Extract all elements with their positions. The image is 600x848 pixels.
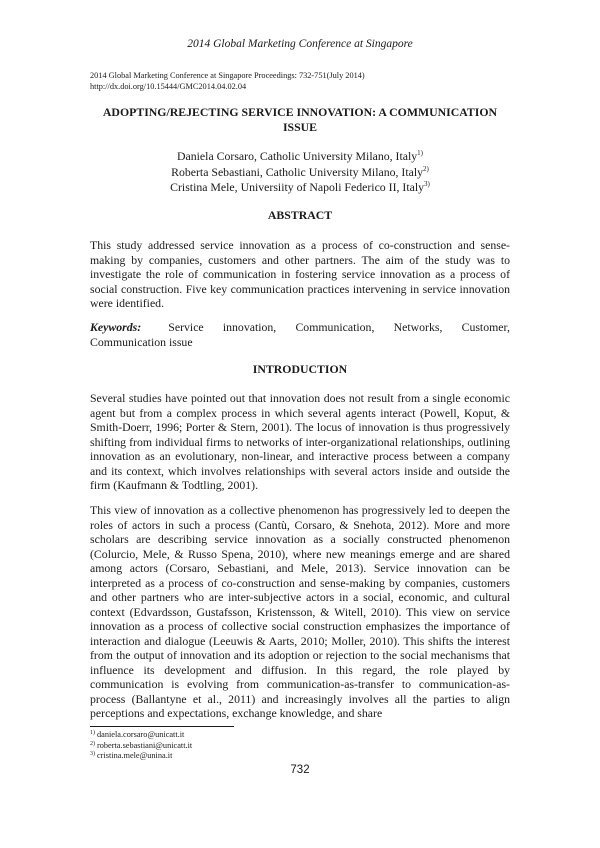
page-number: 732 [290,764,310,776]
footnote-3-email[interactable]: cristina.mele@unina.it [97,751,173,760]
author-2-affiliation: Roberta Sebastiani, Catholic University Milano, Italy [171,164,424,179]
proceedings-info [90,71,510,92]
introduction-heading: INTRODUCTION [252,362,348,376]
footnote-3-mark: 3) [90,751,95,757]
author-list [90,149,510,196]
author-2-footnote-mark: 2) [423,164,429,173]
footnote-2-email[interactable]: roberta.sebastiani@unicatt.it [97,740,193,750]
introduction-paragraph-1: Several studies have pointed out that innovation does not result from a single economic agent but from a complex process in which several agents interact (Powell, Koput, & Smith-Doerr, 1996; Porter & Stern, 2001). The locus of innovation is thus progressively shifting from individual firms to networks of inter-organizational relationships, outlining innovation as an evolutionary, non-linear, and interactive process between a company and its context, which involves relationships with several actors inside and outside the firm (Kaufmann & Todtling, 2001). [90,391,510,492]
keyword-item: Customer, [461,320,510,334]
keywords-section [90,320,510,349]
author-3-footnote-mark: 3) [424,180,430,188]
footnote-divider [90,726,234,727]
keywords-label: Keywords: [90,320,142,334]
introduction-paragraph-2: This view of innovation as a collective phenomenon has progressively led to deepen the roles of actors in such a process (Cantù, Corsaro, & Snehota, 2012). More and more scholars are describing service innovation as a socially constructed phenomenon (Colurcio, Mele, & Russo Spena, 2010), where new meanings emerge and are shared among actors (Corsaro, Sebastiani, and Mele, 2013). Service innovation can be interpreted as a process of co-construction and sense-making by companies, customers and other partners who are inter-subjective actors in a social, economic, and cultural context (Edvardsson, Gustafsson, Kristensson, & Witell, 2010). This view on service innovation as a process of collective social construction emphasizes the importance of interaction and dialogue (Leeuwis & Aarts, 2010; Moller, 2010). This shifts the interest from the output of innovation and its adoption or rejection to the social mechanisms that influence its development and diffusion. In this regard, the role played by communication is evolving from communication-as-transfer to communication-as-process (Ballantyne et al., 2011) and increasingly involves all the parties to align perceptions and expectations, exchange knowledge, and share [90,503,510,720]
keywords-line-2: Communication issue [90,334,193,349]
footnote-2-mark: 2) [90,740,95,747]
keyword-item: Service [168,320,204,334]
footnote-2 [90,741,510,752]
proceedings-citation: 2014 Global Marketing Conference at Singapore Proceedings: 732-751(July 2014) [90,71,365,80]
footnote-1 [90,730,510,741]
author-3 [90,180,510,196]
footnote-1-mark: 1) [90,730,95,736]
author-1-footnote-mark: 1) [417,149,423,157]
running-header: 2014 Global Marketing Conference at Singapore [187,38,413,50]
paper-title: ADOPTING/REJECTING SERVICE INNOVATION: A COMMUNICATION ISSUE [102,105,498,134]
keywords-line [90,320,510,335]
author-3-affiliation: Cristina Mele, Universiity of Napoli Federico II, Italy [170,180,425,194]
abstract-heading: ABSTRACT [267,208,333,222]
keyword-item: Networks, [393,320,443,334]
doi-link[interactable]: http://dx.doi.org/10.15444/GMC2014.04.02.04 [90,81,247,91]
keyword-item: Communication, [295,320,375,334]
footnote-1-email[interactable]: daniela.corsaro@unicatt.it [97,730,185,739]
footnote-3 [90,751,510,762]
keyword-item: innovation, [222,320,277,334]
author-1 [90,149,510,165]
abstract-text: This study addressed service innovation as a process of co-construction and sense-making by companies, customers and other partners. The aim of the study was to investigate the role of communication in fostering service innovation as a process of social construction. Five key communication practices intervening in service innovation were identified. [90,238,510,310]
footnotes [90,730,510,762]
author-2 [90,165,510,181]
author-1-affiliation: Daniela Corsaro, Catholic University Milano, Italy [177,149,418,163]
